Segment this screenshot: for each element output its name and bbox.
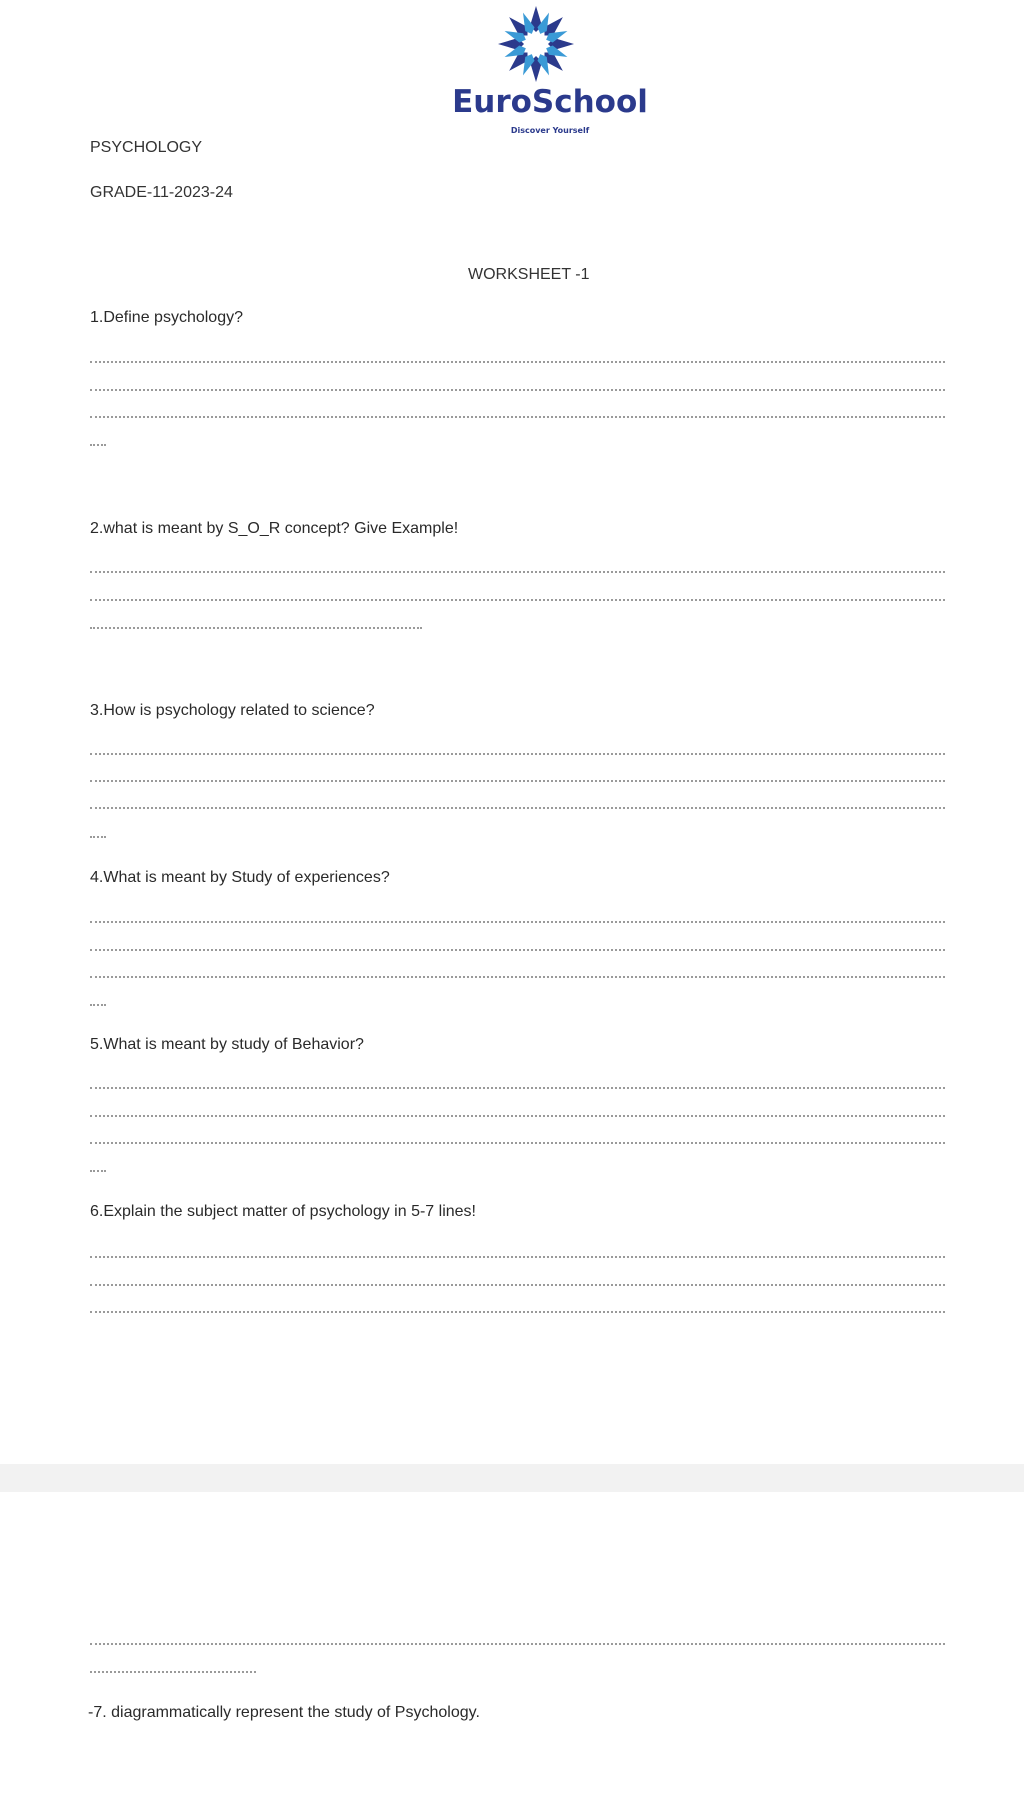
answer-line-stub <box>90 836 106 838</box>
flower-star-emblem-icon <box>496 4 576 84</box>
answer-line[interactable] <box>90 361 945 363</box>
euroschool-logo <box>430 4 670 134</box>
question-6: 6.Explain the subject matter of psychology in 5-7 lines! <box>90 1203 476 1220</box>
grade-label: GRADE-11-2023-24 <box>90 184 233 201</box>
answer-line[interactable] <box>90 1643 945 1645</box>
question-1: 1.Define psychology? <box>90 309 243 326</box>
question-7: -7. diagrammatically represent the study of Psychology. <box>88 1704 480 1721</box>
answer-line[interactable] <box>90 571 945 573</box>
logo-tagline: Discover Yourself <box>510 126 590 135</box>
answer-line[interactable] <box>90 1142 945 1144</box>
answer-line[interactable] <box>90 416 945 418</box>
question-4: 4.What is meant by Study of experiences? <box>90 869 390 886</box>
question-3: 3.How is psychology related to science? <box>90 702 375 719</box>
answer-line[interactable] <box>90 389 945 391</box>
answer-line[interactable] <box>90 1115 945 1117</box>
answer-line[interactable] <box>90 1284 945 1286</box>
answer-line[interactable] <box>90 976 945 978</box>
answer-line-stub <box>90 444 106 446</box>
logo-wordmark: EuroSchool <box>452 84 648 120</box>
page-break <box>0 1464 1024 1492</box>
answer-line[interactable] <box>90 599 945 601</box>
answer-line[interactable] <box>90 1671 256 1673</box>
answer-line[interactable] <box>90 949 945 951</box>
subject-label: PSYCHOLOGY <box>90 139 203 156</box>
answer-line[interactable] <box>90 921 945 923</box>
answer-line-stub <box>90 1170 106 1172</box>
answer-line[interactable] <box>90 627 422 629</box>
answer-line[interactable] <box>90 1311 945 1313</box>
answer-line[interactable] <box>90 753 945 755</box>
answer-line-stub <box>90 1004 106 1006</box>
answer-line[interactable] <box>90 780 945 782</box>
answer-line[interactable] <box>90 1087 945 1089</box>
answer-line[interactable] <box>90 807 945 809</box>
question-2: 2.what is meant by S_O_R concept? Give Example! <box>90 520 459 537</box>
answer-line[interactable] <box>90 1256 945 1258</box>
question-5: 5.What is meant by study of Behavior? <box>90 1036 364 1053</box>
worksheet-title: WORKSHEET -1 <box>468 266 590 283</box>
